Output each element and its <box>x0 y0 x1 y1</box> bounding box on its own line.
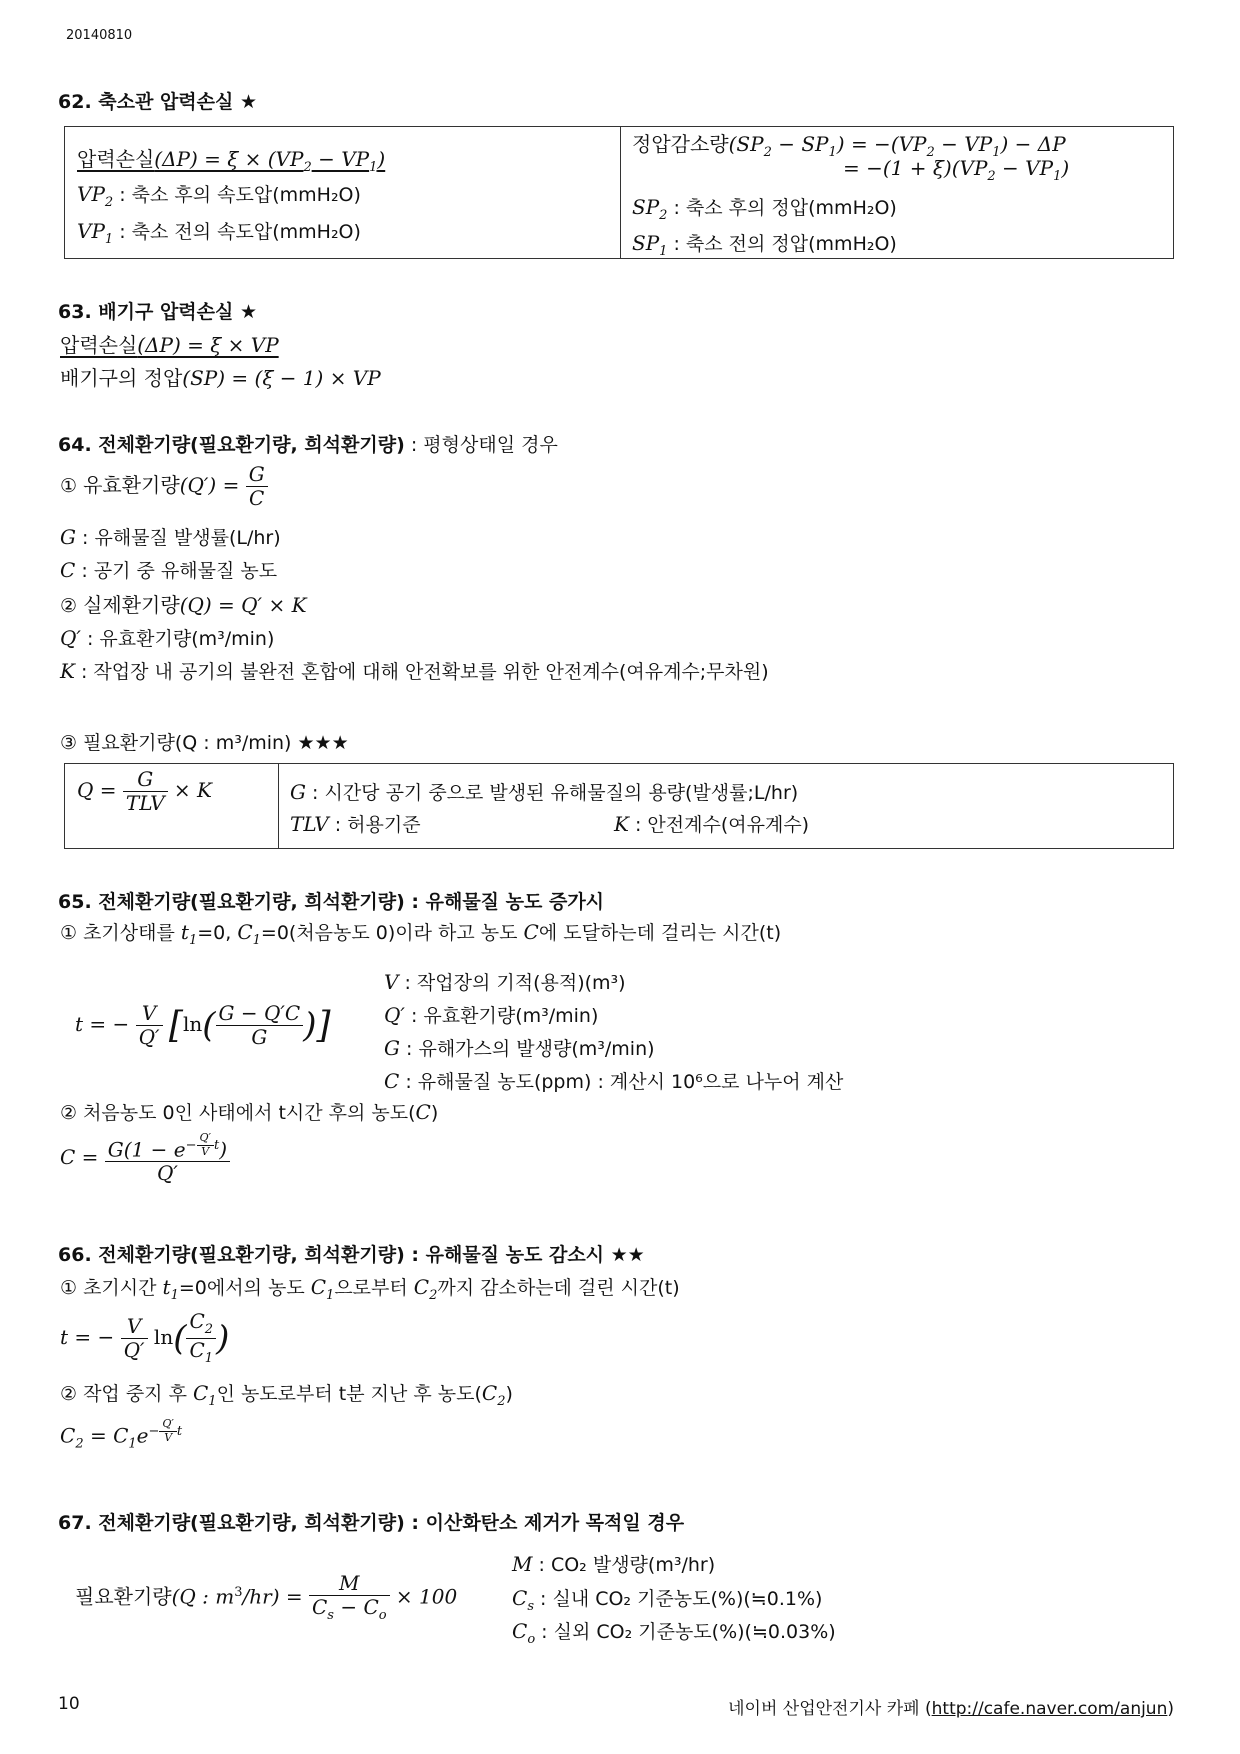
k-definition: K : 작업장 내 공기의 불완전 혼합에 대해 안전확보를 위한 안전계수(여유계수;무차원) <box>60 659 769 683</box>
static-pressure-decrease-formula: 정압감소량$(SP_2 - SP_1) = -(VP_2 - VP_1) - \Delta P$ <box>632 132 1066 160</box>
concentration-decay-formula: $C_2 = C_1e^{- \frac{Q'}{V} t}$ <box>60 1417 183 1452</box>
section-64-divider <box>278 763 279 849</box>
vp2-definition: $VP_2$ : 축소 후의 속도압(mmH₂O) <box>77 182 361 210</box>
cafe-name: 네이버 산업안전기사 카페 ( <box>728 1699 932 1719</box>
c-definition: C : 공기 중 유해물질 농도 <box>60 558 278 582</box>
co-definition: $C_o$ : 실외 CO₂ 기준농도(%)(≒0.03%) <box>512 1619 836 1647</box>
footer-cafe-credit: 네이버 산업안전기사 카페 (http://cafe.naver.com/anjun) <box>728 1699 1174 1719</box>
section-62-title: 62. 축소관 압력손실 ★ <box>58 91 258 113</box>
box-g-definition: G : 시간당 공기 중으로 발생된 유해물질의 용량(발생률;L/hr) <box>290 780 799 804</box>
section-65-item1: ① 초기상태를 $t_1=0$, $C_1=0$(처음농도 0)이라 하고 농도 C에 도달하는데 걸리는 시간(t) <box>60 920 782 948</box>
section-66-title: 66. 전체환기량(필요환기량, 희석환기량) : 유해물질 농도 감소시 ★★ <box>58 1244 645 1266</box>
g-definition: G : 유해물질 발생률(L/hr) <box>60 525 281 549</box>
exhaust-pressure-loss-formula: 압력손실(ΔP) = ξ × VP <box>60 333 279 357</box>
co2-required-ventilation-formula: 필요환기량(Q : $m^3/hr$) = $\frac{M}{C_s - C_o}$ × 100 <box>75 1571 458 1623</box>
page-number: 10 <box>58 1694 80 1714</box>
section-67-title: 67. 전체환기량(필요환기량, 희석환기량) : 이산화탄소 제거가 목적일 경우 <box>58 1512 685 1534</box>
time-to-reach-concentration-formula: t = − $\frac{V}{Q'}$ [ln( $\frac{G - Q'C}{G}$ )] <box>75 1001 331 1049</box>
time-to-decrease-formula: t = − $\frac{V}{Q'}$ ln( $\frac{C_2}{C_1}$ ) <box>60 1309 230 1366</box>
header-date: 20140810 <box>66 28 133 43</box>
m-definition: M : CO₂ 발생량(m³/hr) <box>512 1552 716 1576</box>
section-65-item2: ② 처음농도 0인 사태에서 t시간 후의 농도(C) <box>60 1100 439 1124</box>
sp2-definition: $SP_2$ : 축소 후의 정압(mmH₂O) <box>632 195 897 223</box>
effective-ventilation-formula: ① 유효환기량(Q′) = $\frac{G}{C}$ <box>60 463 268 510</box>
required-ventilation-heading: ③ 필요환기량(Q : m³/min) ★★★ <box>60 732 349 754</box>
v-definition: V : 작업장의 기적(용적)(m³) <box>384 970 626 994</box>
actual-ventilation-formula: ② 실제환기량(Q) = Q′ × K <box>60 593 307 617</box>
cafe-url-link[interactable]: http://cafe.naver.com/anjun <box>931 1699 1168 1719</box>
pressure-loss-formula: 압력손실$(\Delta P) = \xi \times (VP_2 - VP_1)$ <box>77 147 386 175</box>
section-65-title: 65. 전체환기량(필요환기량, 희석환기량) : 유해물질 농도 증가시 <box>58 891 605 913</box>
concentration-after-time-formula: C = $G(1 - e^{- \frac{Q'}{V} t})$ Q′ <box>60 1132 230 1185</box>
vp1-definition: $VP_1$ : 축소 전의 속도압(mmH₂O) <box>77 219 361 247</box>
section-62-divider <box>620 126 621 259</box>
section-66-item1: ① 초기시간 $t_1=0$에서의 농도 $C_1$으로부터 $C_2$까지 감소하는데 걸린 시간(t) <box>60 1275 680 1303</box>
cs-definition: $C_s$ : 실내 CO₂ 기준농도(%)(≒0.1%) <box>512 1586 823 1614</box>
section-63-title: 63. 배기구 압력손실 ★ <box>58 301 258 323</box>
static-pressure-decrease-formula-line2: = $-(1 + \xi)(VP_2 - VP_1)$ <box>843 156 1070 184</box>
c-definition-65: C : 유해물질 농도(ppm) : 계산시 10⁶으로 나누어 계산 <box>384 1069 844 1093</box>
g-definition-65: G : 유해가스의 발생량(m³/min) <box>384 1036 655 1060</box>
box-tlv-definition: TLV : 허용기준 <box>290 812 421 836</box>
exhaust-static-pressure-formula: 배기구의 정압(SP) = (ξ − 1) × VP <box>60 366 381 390</box>
q-prime-definition-65: Q′ : 유효환기량(m³/min) <box>384 1003 599 1027</box>
required-ventilation-formula: Q = $\frac{G}{\text{TLV}}$ × K <box>77 767 212 815</box>
sp1-definition: $SP_1$ : 축소 전의 정압(mmH₂O) <box>632 231 897 259</box>
box-k-definition: K : 안전계수(여유계수) <box>614 812 810 836</box>
q-prime-definition: Q′ : 유효환기량(m³/min) <box>60 626 275 650</box>
section-64-title: 64. 전체환기량(필요환기량, 희석환기량) : 평형상태일 경우 <box>58 434 558 456</box>
section-66-item2: ② 작업 중지 후 $C_1$인 농도로부터 t분 지난 후 농도$(C_2)$ <box>60 1381 513 1409</box>
